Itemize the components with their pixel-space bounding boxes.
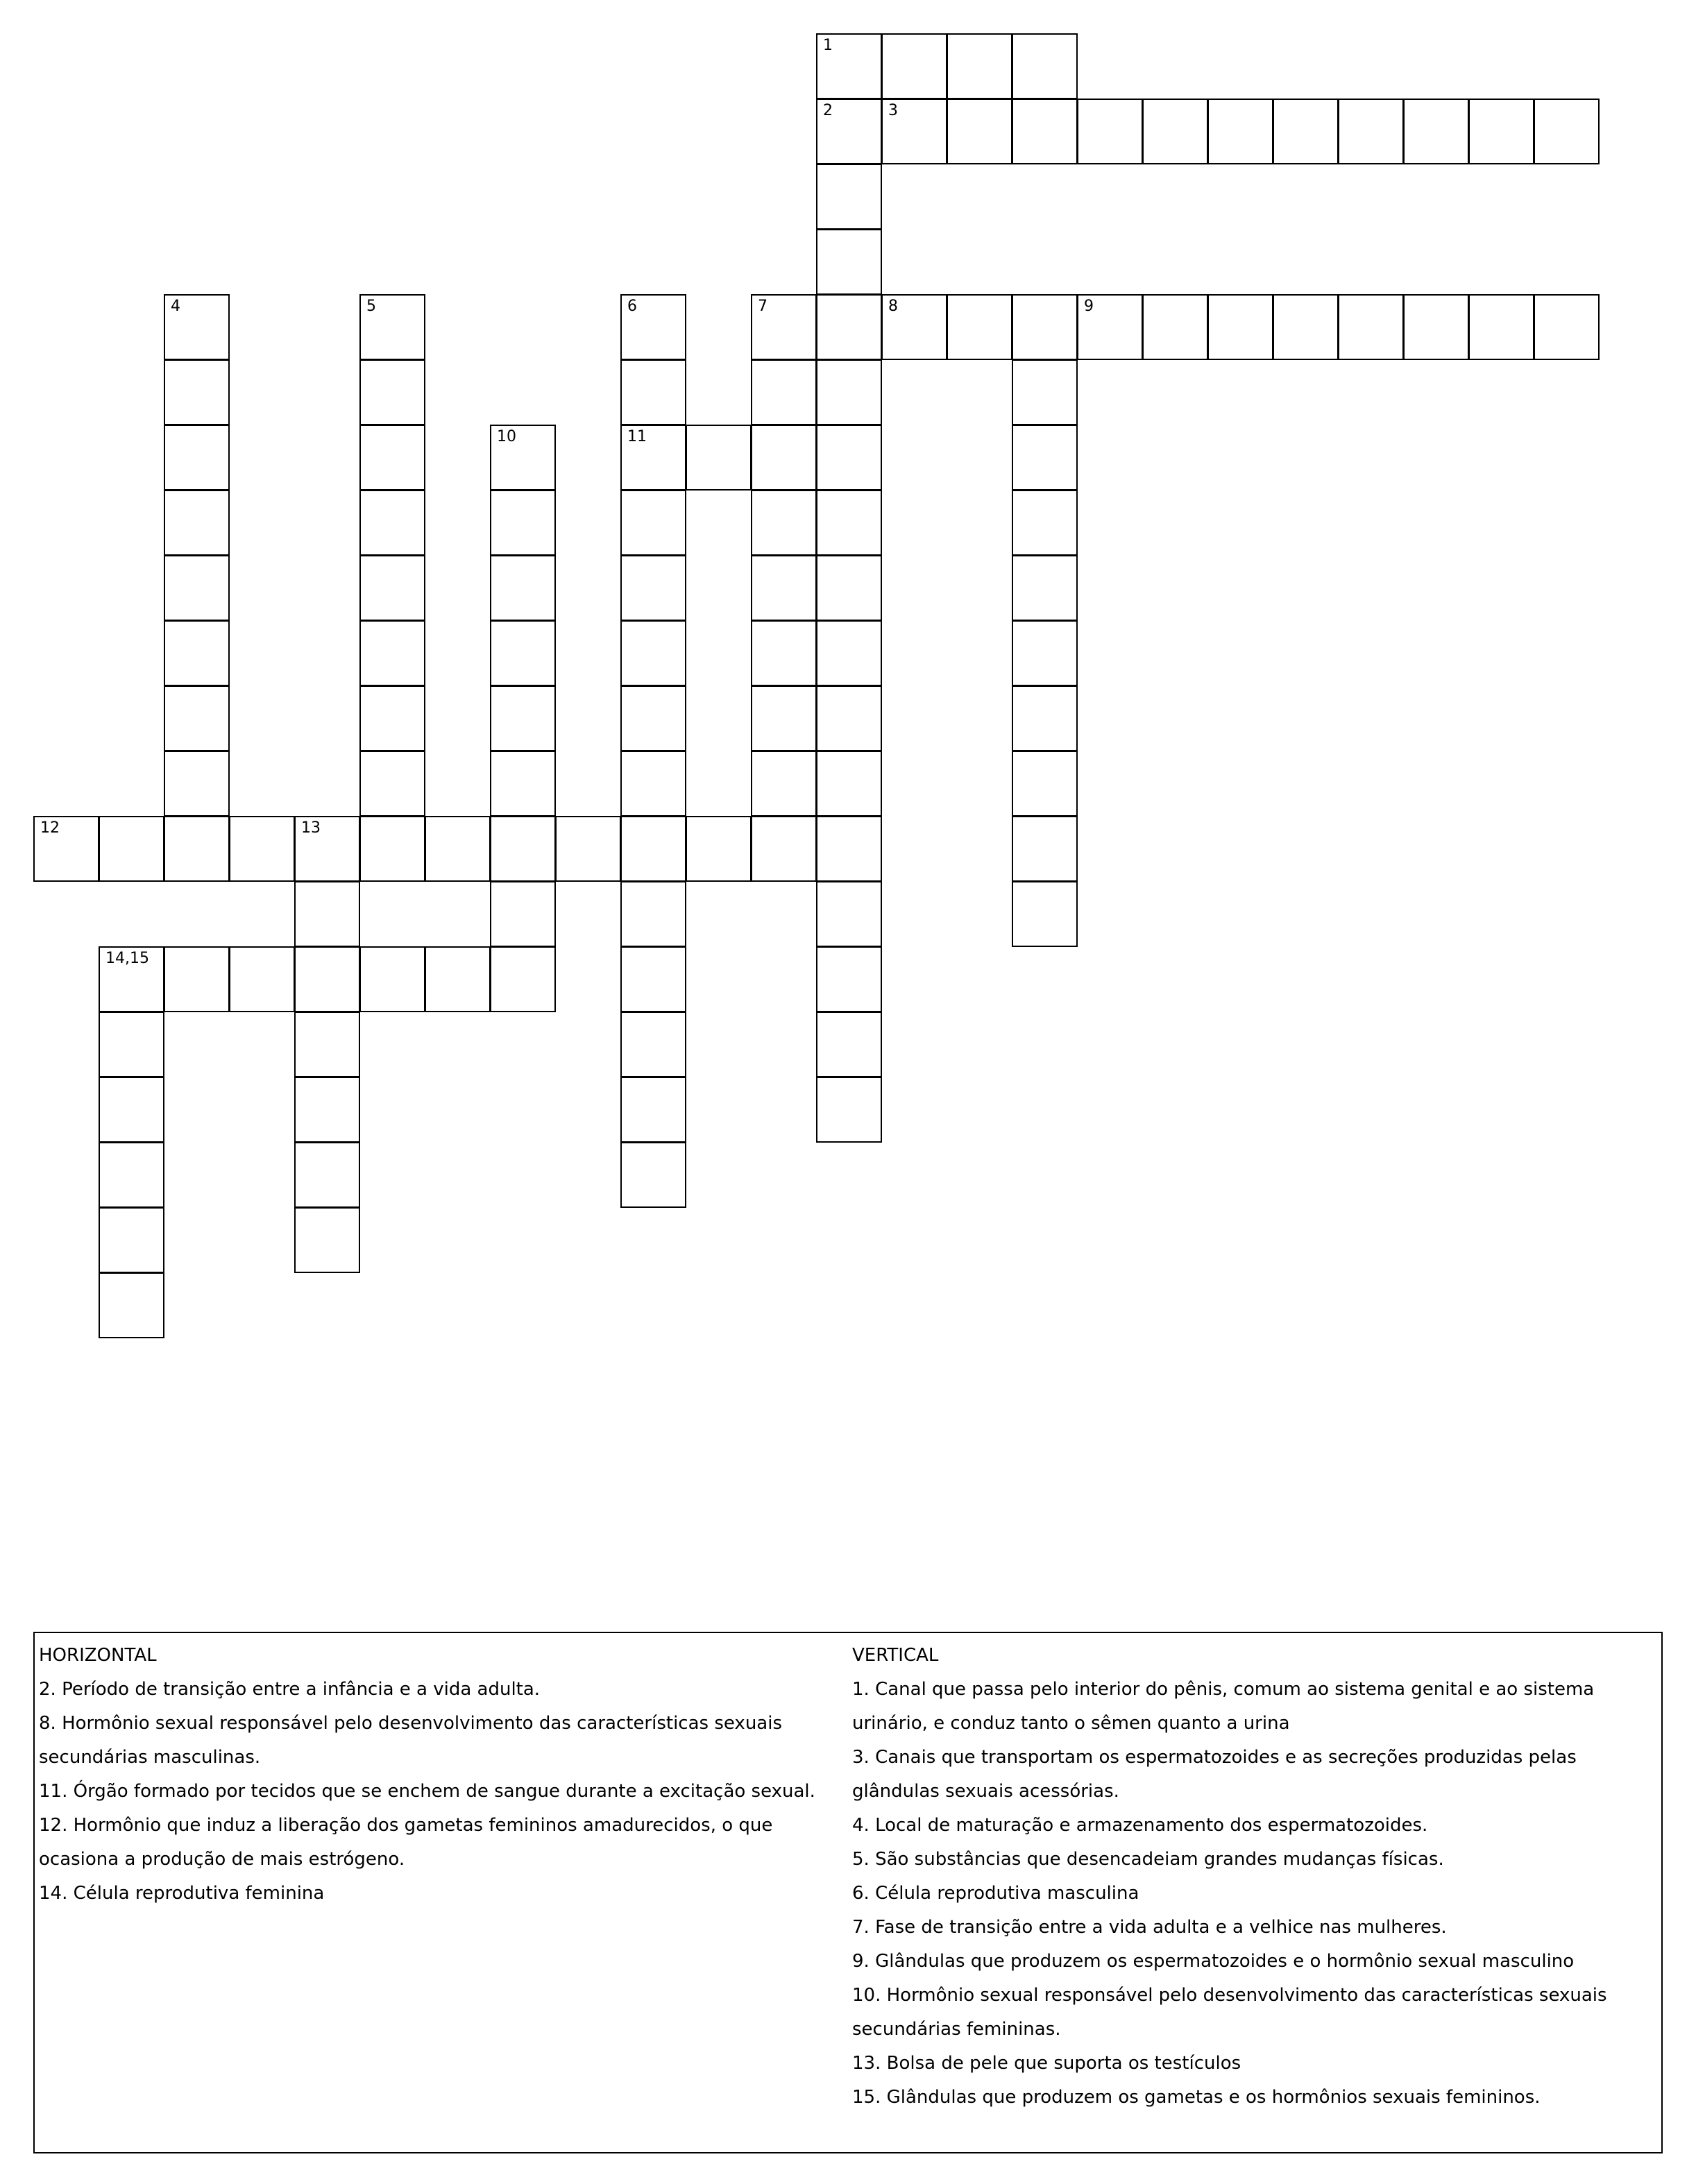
clue-number: 7 — [758, 298, 768, 315]
clue-h-14: 14. Célula reprodutiva feminina — [39, 1883, 325, 1904]
grid-cell[interactable] — [620, 946, 686, 1012]
grid-cell[interactable] — [751, 620, 817, 686]
clue-v-9: 9. Glândulas que produzem os espermatozoides e o hormônio sexual masculino — [852, 1951, 1575, 1972]
grid-cell[interactable] — [620, 816, 686, 882]
grid-cell[interactable] — [359, 685, 425, 751]
grid-cell[interactable] — [294, 1142, 360, 1208]
grid-cell[interactable] — [1207, 294, 1273, 360]
clue-v-1: 1. Canal que passa pelo interior do pênis, comum ao sistema genital e ao sistema urinário, e conduz tanto o sêmen quanto a urina — [852, 1679, 1595, 1734]
grid-cell[interactable] — [816, 99, 882, 164]
grid-cell[interactable] — [359, 294, 425, 360]
grid-cell[interactable] — [164, 294, 230, 360]
grid-cell[interactable] — [359, 425, 425, 490]
grid-cell[interactable] — [99, 816, 164, 882]
grid-cell[interactable] — [294, 816, 360, 882]
grid-cell[interactable] — [359, 751, 425, 817]
grid-cell[interactable] — [359, 946, 425, 1012]
grid-cell[interactable] — [620, 751, 686, 817]
grid-cell[interactable] — [1012, 294, 1078, 360]
grid-cell[interactable] — [947, 33, 1012, 99]
grid-cell[interactable] — [99, 946, 164, 1012]
grid-cell[interactable] — [164, 816, 230, 882]
grid-cell[interactable] — [490, 751, 556, 817]
grid-cell[interactable] — [229, 816, 295, 882]
grid-cell[interactable] — [620, 881, 686, 947]
grid-cell[interactable] — [686, 816, 752, 882]
grid-cell[interactable] — [164, 359, 230, 425]
grid-cell[interactable] — [1012, 751, 1078, 817]
grid-cell[interactable] — [620, 490, 686, 556]
grid-cell[interactable] — [294, 1077, 360, 1143]
clue-v-5: 5. São substâncias que desencadeiam grandes mudanças físicas. — [852, 1849, 1444, 1870]
grid-cell[interactable] — [816, 881, 882, 947]
grid-cell[interactable] — [164, 751, 230, 817]
grid-cell[interactable] — [1534, 99, 1600, 164]
grid-cell[interactable] — [751, 751, 817, 817]
clue-h-11: 11. Órgão formado por tecidos que se enchem de sangue durante a excitação sexual. — [39, 1781, 815, 1802]
grid-cell[interactable] — [164, 425, 230, 490]
grid-cell[interactable] — [751, 425, 817, 490]
clue-v-10: 10. Hormônio sexual responsável pelo desenvolvimento das características sexuais secundárias femininas. — [852, 1985, 1607, 2040]
grid-cell[interactable] — [686, 425, 752, 490]
grid-cell[interactable] — [1012, 359, 1078, 425]
clue-number: 5 — [366, 298, 376, 315]
clue-v-15: 15. Glândulas que produzem os gametas e os hormônios sexuais femininos. — [852, 2087, 1541, 2108]
clue-number: 14,15 — [105, 950, 149, 967]
clue-number: 6 — [627, 298, 637, 315]
grid-cell[interactable] — [1012, 881, 1078, 947]
grid-cell[interactable] — [99, 1142, 164, 1208]
grid-cell[interactable] — [620, 1142, 686, 1208]
clue-v-3: 3. Canais que transportam os espermatozoides e as secreções produzidas pelas glândulas sexuais acessórias. — [852, 1747, 1577, 1802]
grid-cell[interactable] — [1012, 620, 1078, 686]
grid-cell[interactable] — [751, 294, 817, 360]
grid-cell[interactable] — [1012, 425, 1078, 490]
clue-number: 2 — [823, 102, 833, 119]
grid-cell[interactable] — [1468, 294, 1534, 360]
grid-cell[interactable] — [33, 816, 99, 882]
grid-cell[interactable] — [620, 1012, 686, 1077]
grid-cell[interactable] — [816, 751, 882, 817]
grid-cell[interactable] — [1338, 294, 1404, 360]
grid-cell[interactable] — [1142, 294, 1208, 360]
grid-cell[interactable] — [881, 33, 947, 99]
grid-cell[interactable] — [425, 816, 491, 882]
grid-cell[interactable] — [490, 816, 556, 882]
grid-cell[interactable] — [620, 359, 686, 425]
grid-cell[interactable] — [1403, 294, 1469, 360]
grid-cell[interactable] — [359, 555, 425, 621]
clue-number: 3 — [888, 102, 898, 119]
grid-cell[interactable] — [1273, 294, 1339, 360]
grid-cell[interactable] — [164, 490, 230, 556]
grid-cell[interactable] — [620, 425, 686, 490]
grid-cell[interactable] — [1012, 33, 1078, 99]
grid-cell[interactable] — [751, 490, 817, 556]
grid-cell[interactable] — [751, 555, 817, 621]
grid-cell[interactable] — [1207, 99, 1273, 164]
grid-cell[interactable] — [490, 490, 556, 556]
grid-cell[interactable] — [425, 946, 491, 1012]
grid-cell[interactable] — [229, 946, 295, 1012]
clue-v-7: 7. Fase de transição entre a vida adulta e a velhice nas mulheres. — [852, 1917, 1447, 1938]
grid-cell[interactable] — [751, 685, 817, 751]
grid-cell[interactable] — [816, 33, 882, 99]
grid-cell[interactable] — [99, 1207, 164, 1273]
grid-cell[interactable] — [359, 359, 425, 425]
clue-h-2: 2. Período de transição entre a infância e a vida adulta. — [39, 1679, 541, 1700]
grid-cell[interactable] — [751, 816, 817, 882]
grid-cell[interactable] — [1077, 99, 1143, 164]
grid-cell[interactable] — [164, 685, 230, 751]
grid-cell[interactable] — [1012, 490, 1078, 556]
grid-cell[interactable] — [1142, 99, 1208, 164]
grid-cell[interactable] — [816, 359, 882, 425]
grid-cell[interactable] — [816, 685, 882, 751]
clues-box — [33, 1632, 1663, 2153]
grid-cell[interactable] — [881, 99, 947, 164]
grid-cell[interactable] — [490, 881, 556, 947]
clue-number: 1 — [823, 37, 833, 54]
grid-cell[interactable] — [1012, 99, 1078, 164]
clue-h-12: 12. Hormônio que induz a liberação dos gametas femininos amadurecidos, o que ocasiona a produção de mais estrógeno. — [39, 1815, 773, 1870]
grid-cell[interactable] — [947, 294, 1012, 360]
grid-cell[interactable] — [359, 816, 425, 882]
clue-v-13: 13. Bolsa de pele que suporta os testículos — [852, 2053, 1241, 2074]
clue-h-8: 8. Hormônio sexual responsável pelo desenvolvimento das características sexuais secundárias masculinas. — [39, 1713, 783, 1768]
grid-cell[interactable] — [294, 1012, 360, 1077]
grid-cell[interactable] — [620, 620, 686, 686]
horizontal-heading: HORIZONTAL — [39, 1645, 157, 1666]
grid-cell[interactable] — [1077, 294, 1143, 360]
clue-number: 9 — [1084, 298, 1094, 315]
grid-cell[interactable] — [490, 946, 556, 1012]
grid-cell[interactable] — [555, 816, 621, 882]
clue-number: 10 — [497, 428, 516, 445]
grid-cell[interactable] — [620, 1077, 686, 1143]
clue-number: 11 — [627, 428, 647, 445]
grid-cell[interactable] — [816, 620, 882, 686]
grid-cell[interactable] — [816, 946, 882, 1012]
grid-cell[interactable] — [816, 490, 882, 556]
grid-cell[interactable] — [490, 685, 556, 751]
grid-cell[interactable] — [1012, 816, 1078, 882]
grid-cell[interactable] — [816, 294, 882, 360]
clue-number: 4 — [171, 298, 180, 315]
grid-cell[interactable] — [359, 620, 425, 686]
grid-cell[interactable] — [1338, 99, 1404, 164]
grid-cell[interactable] — [816, 229, 882, 295]
vertical-clues — [852, 1639, 1657, 2115]
grid-cell[interactable] — [816, 425, 882, 490]
horizontal-clues — [39, 1639, 844, 1911]
grid-cell[interactable] — [164, 620, 230, 686]
grid-cell[interactable] — [294, 881, 360, 947]
grid-cell[interactable] — [816, 816, 882, 882]
grid-cell[interactable] — [620, 685, 686, 751]
grid-cell[interactable] — [1273, 99, 1339, 164]
grid-cell[interactable] — [816, 1012, 882, 1077]
grid-cell[interactable] — [99, 1272, 164, 1338]
grid-cell[interactable] — [751, 359, 817, 425]
grid-cell[interactable] — [620, 555, 686, 621]
grid-cell[interactable] — [294, 946, 360, 1012]
clue-number: 13 — [301, 819, 321, 837]
grid-cell[interactable] — [1534, 294, 1600, 360]
grid-cell[interactable] — [490, 620, 556, 686]
grid-cell[interactable] — [490, 555, 556, 621]
grid-cell[interactable] — [164, 555, 230, 621]
clue-v-4: 4. Local de maturação e armazenamento dos espermatozoides. — [852, 1815, 1428, 1836]
clue-v-6: 6. Célula reprodutiva masculina — [852, 1883, 1139, 1904]
grid-cell[interactable] — [490, 425, 556, 490]
grid-cell[interactable] — [99, 1077, 164, 1143]
grid-cell[interactable] — [816, 555, 882, 621]
grid-cell[interactable] — [1012, 685, 1078, 751]
grid-cell[interactable] — [620, 294, 686, 360]
grid-cell[interactable] — [1468, 99, 1534, 164]
grid-cell[interactable] — [164, 946, 230, 1012]
grid-cell[interactable] — [294, 1207, 360, 1273]
grid-cell[interactable] — [816, 164, 882, 230]
grid-cell[interactable] — [1403, 99, 1469, 164]
grid-cell[interactable] — [99, 1012, 164, 1077]
grid-cell[interactable] — [947, 99, 1012, 164]
grid-cell[interactable] — [881, 294, 947, 360]
grid-cell[interactable] — [816, 1077, 882, 1143]
grid-cell[interactable] — [359, 490, 425, 556]
grid-cell[interactable] — [1012, 555, 1078, 621]
clue-number: 8 — [888, 298, 898, 315]
vertical-heading: VERTICAL — [852, 1645, 939, 1666]
clue-number: 12 — [40, 819, 60, 837]
